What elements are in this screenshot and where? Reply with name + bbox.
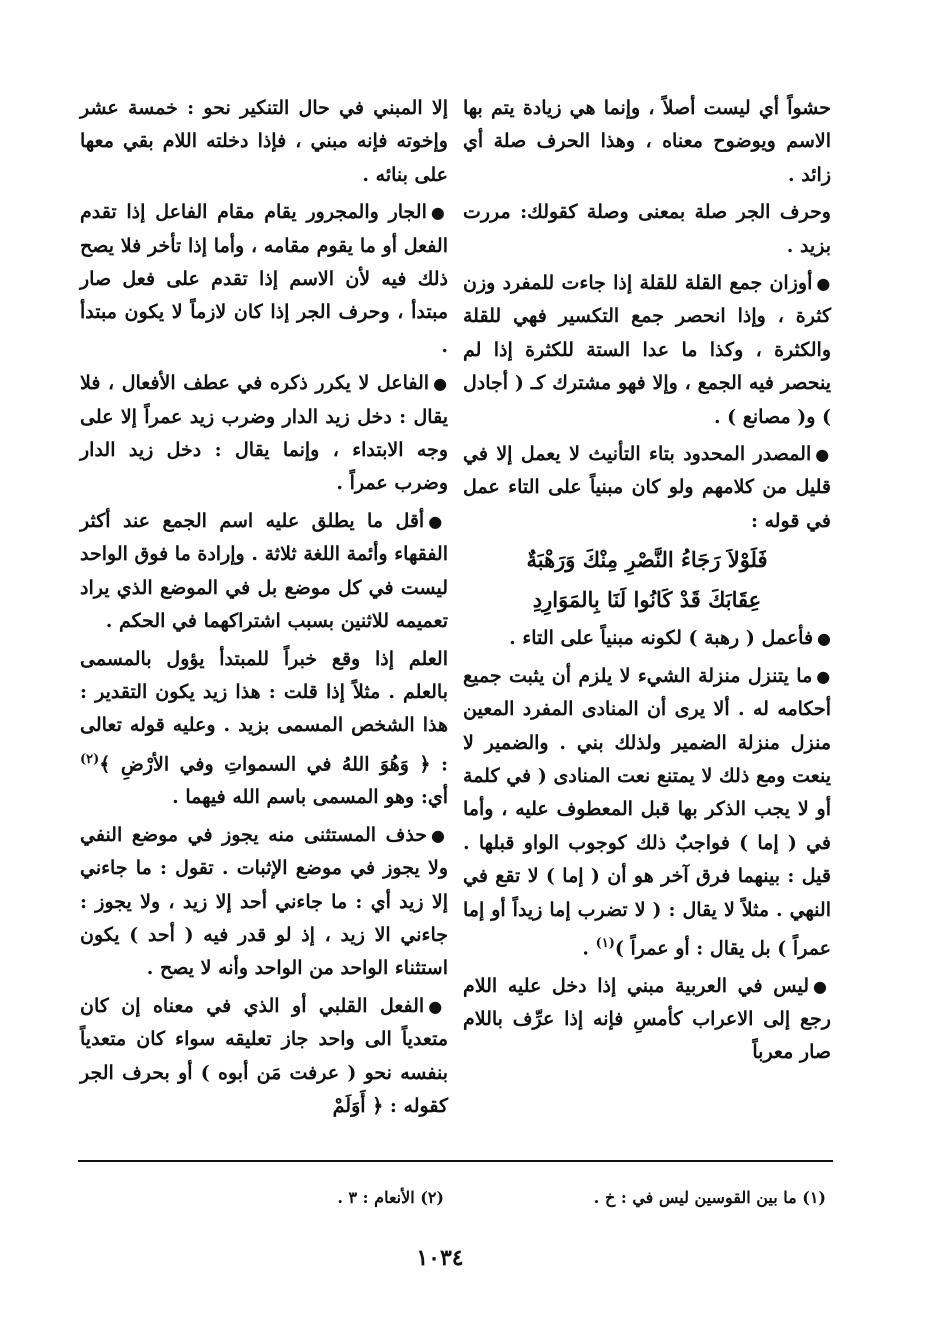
paragraph: ●أوزان جمع القلة للقلة إذا جاءت للمفرد وزن كثرة ، وإذا انحصر جمع التكسير فهي للقلة والكثرة ، وكذا ما عدا الستة للكثرة إذا لم ينحصر فيه الجمع ، وإلا فهو مشترك كـ ( أجادل ) و( مصانع ) . — [463, 272, 831, 428]
bullet-icon: ● — [428, 511, 449, 531]
paragraph: ●الفعل القلبي أو الذي في معناه إن كان متعدياً الى واحد جاز تعليقه سواء كان متعدياً بنفسه نحو ( عرفت مَن أبوه ) أو بحرف الجر كقوله : ﴿ أَوَلَمْ — [80, 994, 449, 1118]
footnote-1: (١) ما بين القوسين ليس في : خ . — [593, 1188, 826, 1207]
quran-quote: ﴿ أَوَلَمْ — [332, 1095, 384, 1118]
bullet-icon: ● — [817, 629, 831, 649]
paragraph: وحرف الجر صلة بمعنى وصلة كقولك: مررت بزيد . — [463, 201, 831, 257]
paragraph: ●أقل ما يطلق عليه اسم الجمع عند أكثر الفقهاء وأئمة اللغة ثلاثة . وإرادة ما فوق الواحد ليست في كل موضع بل في الموضع الذي يراد تعميمه للاثنين بسبب اشتراكهما في الحكم . — [80, 509, 449, 633]
bullet-icon: ● — [430, 203, 448, 223]
left-column — [80, 92, 448, 1128]
poem-line: فَلَوْلاَ رَجَاءُ النَّصْرِ مِنْكَ وَرَهْبَةٌ — [526, 547, 768, 573]
footnote-divider — [78, 1160, 833, 1162]
footnote-ref: (١) — [595, 935, 615, 951]
paragraph: ●ما يتنزل منزلة الشيء لا يلزم أن يثبت جميع أحكامه له . ألا يرى أن المنادى المفرد المعين منزل منزلة الضمير ولذلك بني . والضمير لا ينعت ومع ذلك لا يمتنع نعت المنادى ( في كلمة أو لا يجب الذكر بها قبل المعطوف عليه ، وأما في ( إما ) فواجبٌ ذلك كوجوب الواو قبلها . قيل : بينهما فرق آخر هو أن ( إما ) لا تقع في النهي . مثلاً لا يقال : ( لا تضرب إما زيداً أو إما عمراً ) بل يقال : أو عمراً )$^{(١)}$ . — [463, 664, 831, 960]
paragraph: ●حذف المستثنى منه يجوز في موضع النفي ولا يجوز في موضع الإثبات . تقول : ما جاءني إلا زيد أي : ما جاءني أحد إلا زيد ، ولا يجوز : جاءني الا زيد ، إذ لو قدر فيه ( أحد ) يكون استثناء الواحد من الواحد وأنه لا يصح . — [80, 823, 448, 980]
paragraph: ●الجار والمجرور يقام مقام الفاعل إذا تقدم الفعل أو ما يقوم مقامه ، وأما إذا تأخر فلا يصح ذلك فيه لأن الاسم إذا تقدم على فعل صار مبتدأ ، وحرف الجر إذا كان لازماً لا يكون مبتدأ . — [80, 201, 448, 357]
right-column — [463, 92, 831, 1074]
paragraph: ●المصدر المحدود بتاء التأنيث لا يعمل إلا في قليل من كلامهم ولو كان مبنياً على التاء عمل في قوله : — [463, 443, 831, 532]
poem-line: عِقَابَكَ قَدْ كَانُوا لَنَا بِالمَوَارِدِ — [532, 587, 762, 613]
bullet-icon: ● — [813, 976, 832, 996]
paragraph: حشواً أي ليست أصلاً ، وإنما هي زيادة يتم بها الاسم ويوضوح معناه ، وهذا الحرف صلة أي زائد . — [463, 97, 831, 186]
bullet-icon: ● — [816, 666, 831, 686]
paragraph: ●الفاعل لا يكرر ذكره في عطف الأفعال ، فلا يقال : دخل زيد الدار وضرب زيد عمراً إلا على وجه الابتداء ، وإنما يقال : دخل زيد الدار وضرب عمراً . — [80, 372, 448, 495]
paragraph: العلم إذا وقع خبراً للمبتدأ يؤول بالمسمى بالعلم . مثلاً إذا قلت : هذا زيد يكون التقدير : هذا الشخص المسمى بزيد . وعليه قوله تعالى : ﴿ وَهُوَ اللهُ في السمواتِ وفي الأرْضِ ﴾$^{(٢)}$ أي: وهو المسمى باسم الله فيهما . — [80, 647, 448, 809]
bullet-icon: ● — [428, 996, 449, 1016]
bullet-icon: ● — [433, 374, 448, 394]
paragraph: ●ليس في العربية مبني إذا دخل عليه اللام رجع إلى الاعراب كأمسِ فإنه إذا عرِّف باللام صار معرباً — [463, 974, 832, 1064]
bullet-icon: ● — [431, 825, 448, 845]
paragraph: ●فأعمل ( رهبة ) لكونه مبنياً على التاء . — [509, 627, 831, 650]
bullet-icon: ● — [815, 445, 831, 465]
footnote-ref: (٢) — [80, 751, 100, 767]
bullet-icon: ● — [816, 274, 831, 294]
page-number: ١٠٣٤ — [416, 1245, 464, 1271]
footnote-2: (٢) الأنعام : ٣ . — [337, 1188, 444, 1207]
quran-quote: ﴿ وَهُوَ اللهُ في السمواتِ وفي الأرْضِ ﴾ — [99, 753, 431, 776]
paragraph: إلا المبني في حال التنكير نحو : خمسة عشر وإخوته فإنه مبني ، فإذا دخلته اللام بقي معها على بنائه . — [80, 97, 448, 186]
